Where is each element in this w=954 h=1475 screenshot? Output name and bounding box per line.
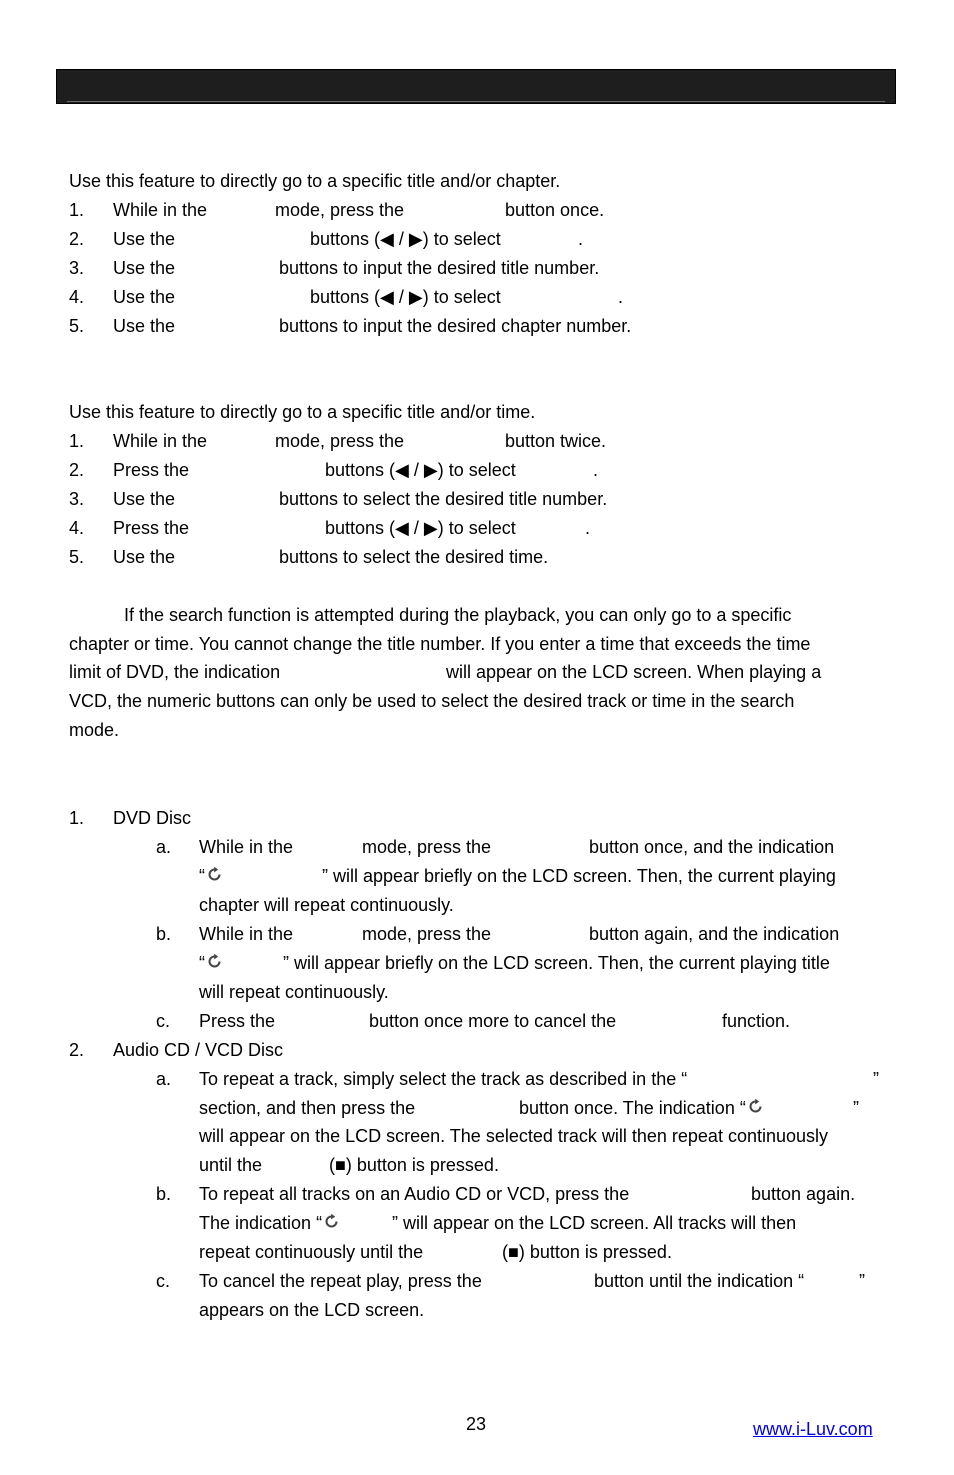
repeat-cd-c-l1c: ”: [859, 1271, 865, 1291]
sec1-step5-text-b: buttons to input the desired chapter number.: [279, 316, 632, 336]
indication-text: button once. The indication “: [519, 1098, 746, 1118]
repeat-dvd-a-l3: chapter will repeat continuously.: [199, 895, 454, 915]
repeat-cd-a-letter: a.: [156, 1069, 172, 1089]
repeat-cd-c-l2: appears on the LCD screen.: [199, 1300, 425, 1320]
sec1-step1-text-c: button once.: [505, 200, 605, 220]
repeat-cd-b-l2a: [199, 1212, 341, 1234]
note-line-4: VCD, the numeric buttons can only be used to select the desired track or time in the search: [69, 691, 795, 711]
sec2-step1-text-a: While in the: [113, 431, 208, 451]
repeat-cd-a-l4a: until the: [199, 1155, 263, 1175]
sec1-step5-text-a: Use the: [113, 316, 176, 336]
sec2-step2-text-b: buttons (◀ / ▶) to select: [325, 460, 516, 480]
sec2-step5-text-a: Use the: [113, 547, 176, 567]
open-quote: “: [199, 953, 205, 973]
sec2-step2-text-a: Press the: [113, 460, 190, 480]
sec1-step2-text-b: buttons (◀ / ▶) to select: [310, 229, 501, 249]
repeat-dvd-b-l2b: ” will appear briefly on the LCD screen. Then, the current playing title: [283, 953, 830, 973]
repeat-cd-a-l3: will appear on the LCD screen. The selected track will then repeat continuously: [199, 1126, 829, 1146]
repeat-dvd-a-l1b: mode, press the: [362, 837, 492, 857]
repeat-cd-b-letter: b.: [156, 1184, 172, 1204]
sec2-step4-text-c: .: [585, 518, 591, 538]
repeat-dvd-c-l1c: function.: [722, 1011, 791, 1031]
website-link[interactable]: www.i-Luv.com: [753, 1419, 873, 1439]
repeat-dvd-a-l1c: button once, and the indication: [589, 837, 835, 857]
repeat-cd-b-l1b: button again.: [751, 1184, 856, 1204]
sec2-step2-num: 2.: [69, 460, 85, 480]
repeat-dvd-b-l1a: While in the: [199, 924, 294, 944]
sec2-step1-text-b: mode, press the: [275, 431, 405, 451]
repeat-cd-a-l2a: section, and then press the: [199, 1098, 416, 1118]
sec1-step4-text-a: Use the: [113, 287, 176, 307]
note-line-5: mode.: [69, 720, 120, 740]
sec2-step3-num: 3.: [69, 489, 85, 509]
repeat-cd-c-l1b: button until the indication “: [594, 1271, 805, 1291]
repeat-cd-c-l1a: To cancel the repeat play, press the: [199, 1271, 482, 1291]
repeat-dvd-num: 1.: [69, 808, 85, 828]
sec1-step3-num: 3.: [69, 258, 85, 278]
repeat-cd-b-l3b: (■) button is pressed.: [502, 1242, 672, 1262]
repeat-icon: [323, 1213, 340, 1230]
repeat-dvd-b-l1c: button again, and the indication: [589, 924, 840, 944]
repeat-icon: [206, 866, 223, 883]
repeat-dvd-a-l2b: ” will appear briefly on the LCD screen. Then, the current playing: [322, 866, 836, 886]
sec1-step4-num: 4.: [69, 287, 85, 307]
note-line-3b: will appear on the LCD screen. When playing a: [446, 662, 822, 682]
sec2-step1-num: 1.: [69, 431, 85, 451]
sec1-step1-text-b: mode, press the: [275, 200, 405, 220]
repeat-dvd-a-l2: [199, 865, 224, 887]
note-line-3a: limit of DVD, the indication: [69, 662, 281, 682]
repeat-dvd-label: DVD Disc: [113, 808, 192, 828]
sec1-step1-num: 1.: [69, 200, 85, 220]
section-header-bar: [56, 69, 896, 104]
repeat-cd-label: Audio CD / VCD Disc: [113, 1040, 284, 1060]
repeat-cd-a-l4b: (■) button is pressed.: [329, 1155, 499, 1175]
sec1-step3-text-a: Use the: [113, 258, 176, 278]
sec2-intro: Use this feature to directly go to a specific title and/or time.: [69, 402, 536, 422]
sec2-step4-text-a: Press the: [113, 518, 190, 538]
sec2-step1-text-c: button twice.: [505, 431, 607, 451]
sec1-step4-text-b: buttons (◀ / ▶) to select: [310, 287, 501, 307]
repeat-cd-b-l3a: repeat continuously until the: [199, 1242, 424, 1262]
repeat-cd-a-l2c: ”: [853, 1098, 859, 1118]
repeat-cd-b-l1a: To repeat all tracks on an Audio CD or VCD, press the: [199, 1184, 630, 1204]
repeat-dvd-b-l2: [199, 952, 224, 974]
repeat-dvd-c-l1b: button once more to cancel the: [369, 1011, 617, 1031]
repeat-dvd-b-l1b: mode, press the: [362, 924, 492, 944]
repeat-cd-a-l1b: ”: [873, 1069, 879, 1089]
repeat-dvd-a-letter: a.: [156, 837, 172, 857]
page-number: 23: [466, 1414, 487, 1434]
sec1-step2-text-a: Use the: [113, 229, 176, 249]
repeat-dvd-b-l3: will repeat continuously.: [199, 982, 389, 1002]
repeat-dvd-a-l1a: While in the: [199, 837, 294, 857]
repeat-dvd-b-letter: b.: [156, 924, 172, 944]
repeat-cd-c-letter: c.: [156, 1271, 171, 1291]
sec2-step5-text-b: buttons to select the desired time.: [279, 547, 549, 567]
repeat-cd-a-l1a: To repeat a track, simply select the track as described in the “: [199, 1069, 688, 1089]
indication-text: The indication “: [199, 1213, 323, 1233]
sec2-step4-text-b: buttons (◀ / ▶) to select: [325, 518, 516, 538]
note-line-2: chapter or time. You cannot change the title number. If you enter a time that exceeds the time: [69, 634, 811, 654]
header-rule: [67, 101, 885, 102]
sec1-step4-text-c: .: [618, 287, 624, 307]
note-line-1: If the search function is attempted during the playback, you can only go to a specific: [124, 605, 792, 625]
repeat-cd-b-l2b: ” will appear on the LCD screen. All tracks will then: [392, 1213, 797, 1233]
sec1-step2-text-c: .: [578, 229, 584, 249]
sec1-intro: Use this feature to directly go to a specific title and/or chapter.: [69, 171, 561, 191]
sec2-step4-num: 4.: [69, 518, 85, 538]
repeat-dvd-c-letter: c.: [156, 1011, 171, 1031]
open-quote: “: [199, 866, 205, 886]
repeat-icon: [747, 1098, 764, 1115]
sec2-step2-text-c: .: [593, 460, 599, 480]
sec2-step3-text-b: buttons to select the desired title number.: [279, 489, 608, 509]
repeat-dvd-c-l1a: Press the: [199, 1011, 276, 1031]
sec1-step5-num: 5.: [69, 316, 85, 336]
repeat-cd-num: 2.: [69, 1040, 85, 1060]
sec1-step1-text-a: While in the: [113, 200, 208, 220]
repeat-icon: [206, 953, 223, 970]
sec1-step2-num: 2.: [69, 229, 85, 249]
sec2-step5-num: 5.: [69, 547, 85, 567]
sec1-step3-text-b: buttons to input the desired title number.: [279, 258, 600, 278]
repeat-cd-a-l2b: [519, 1097, 765, 1119]
sec2-step3-text-a: Use the: [113, 489, 176, 509]
